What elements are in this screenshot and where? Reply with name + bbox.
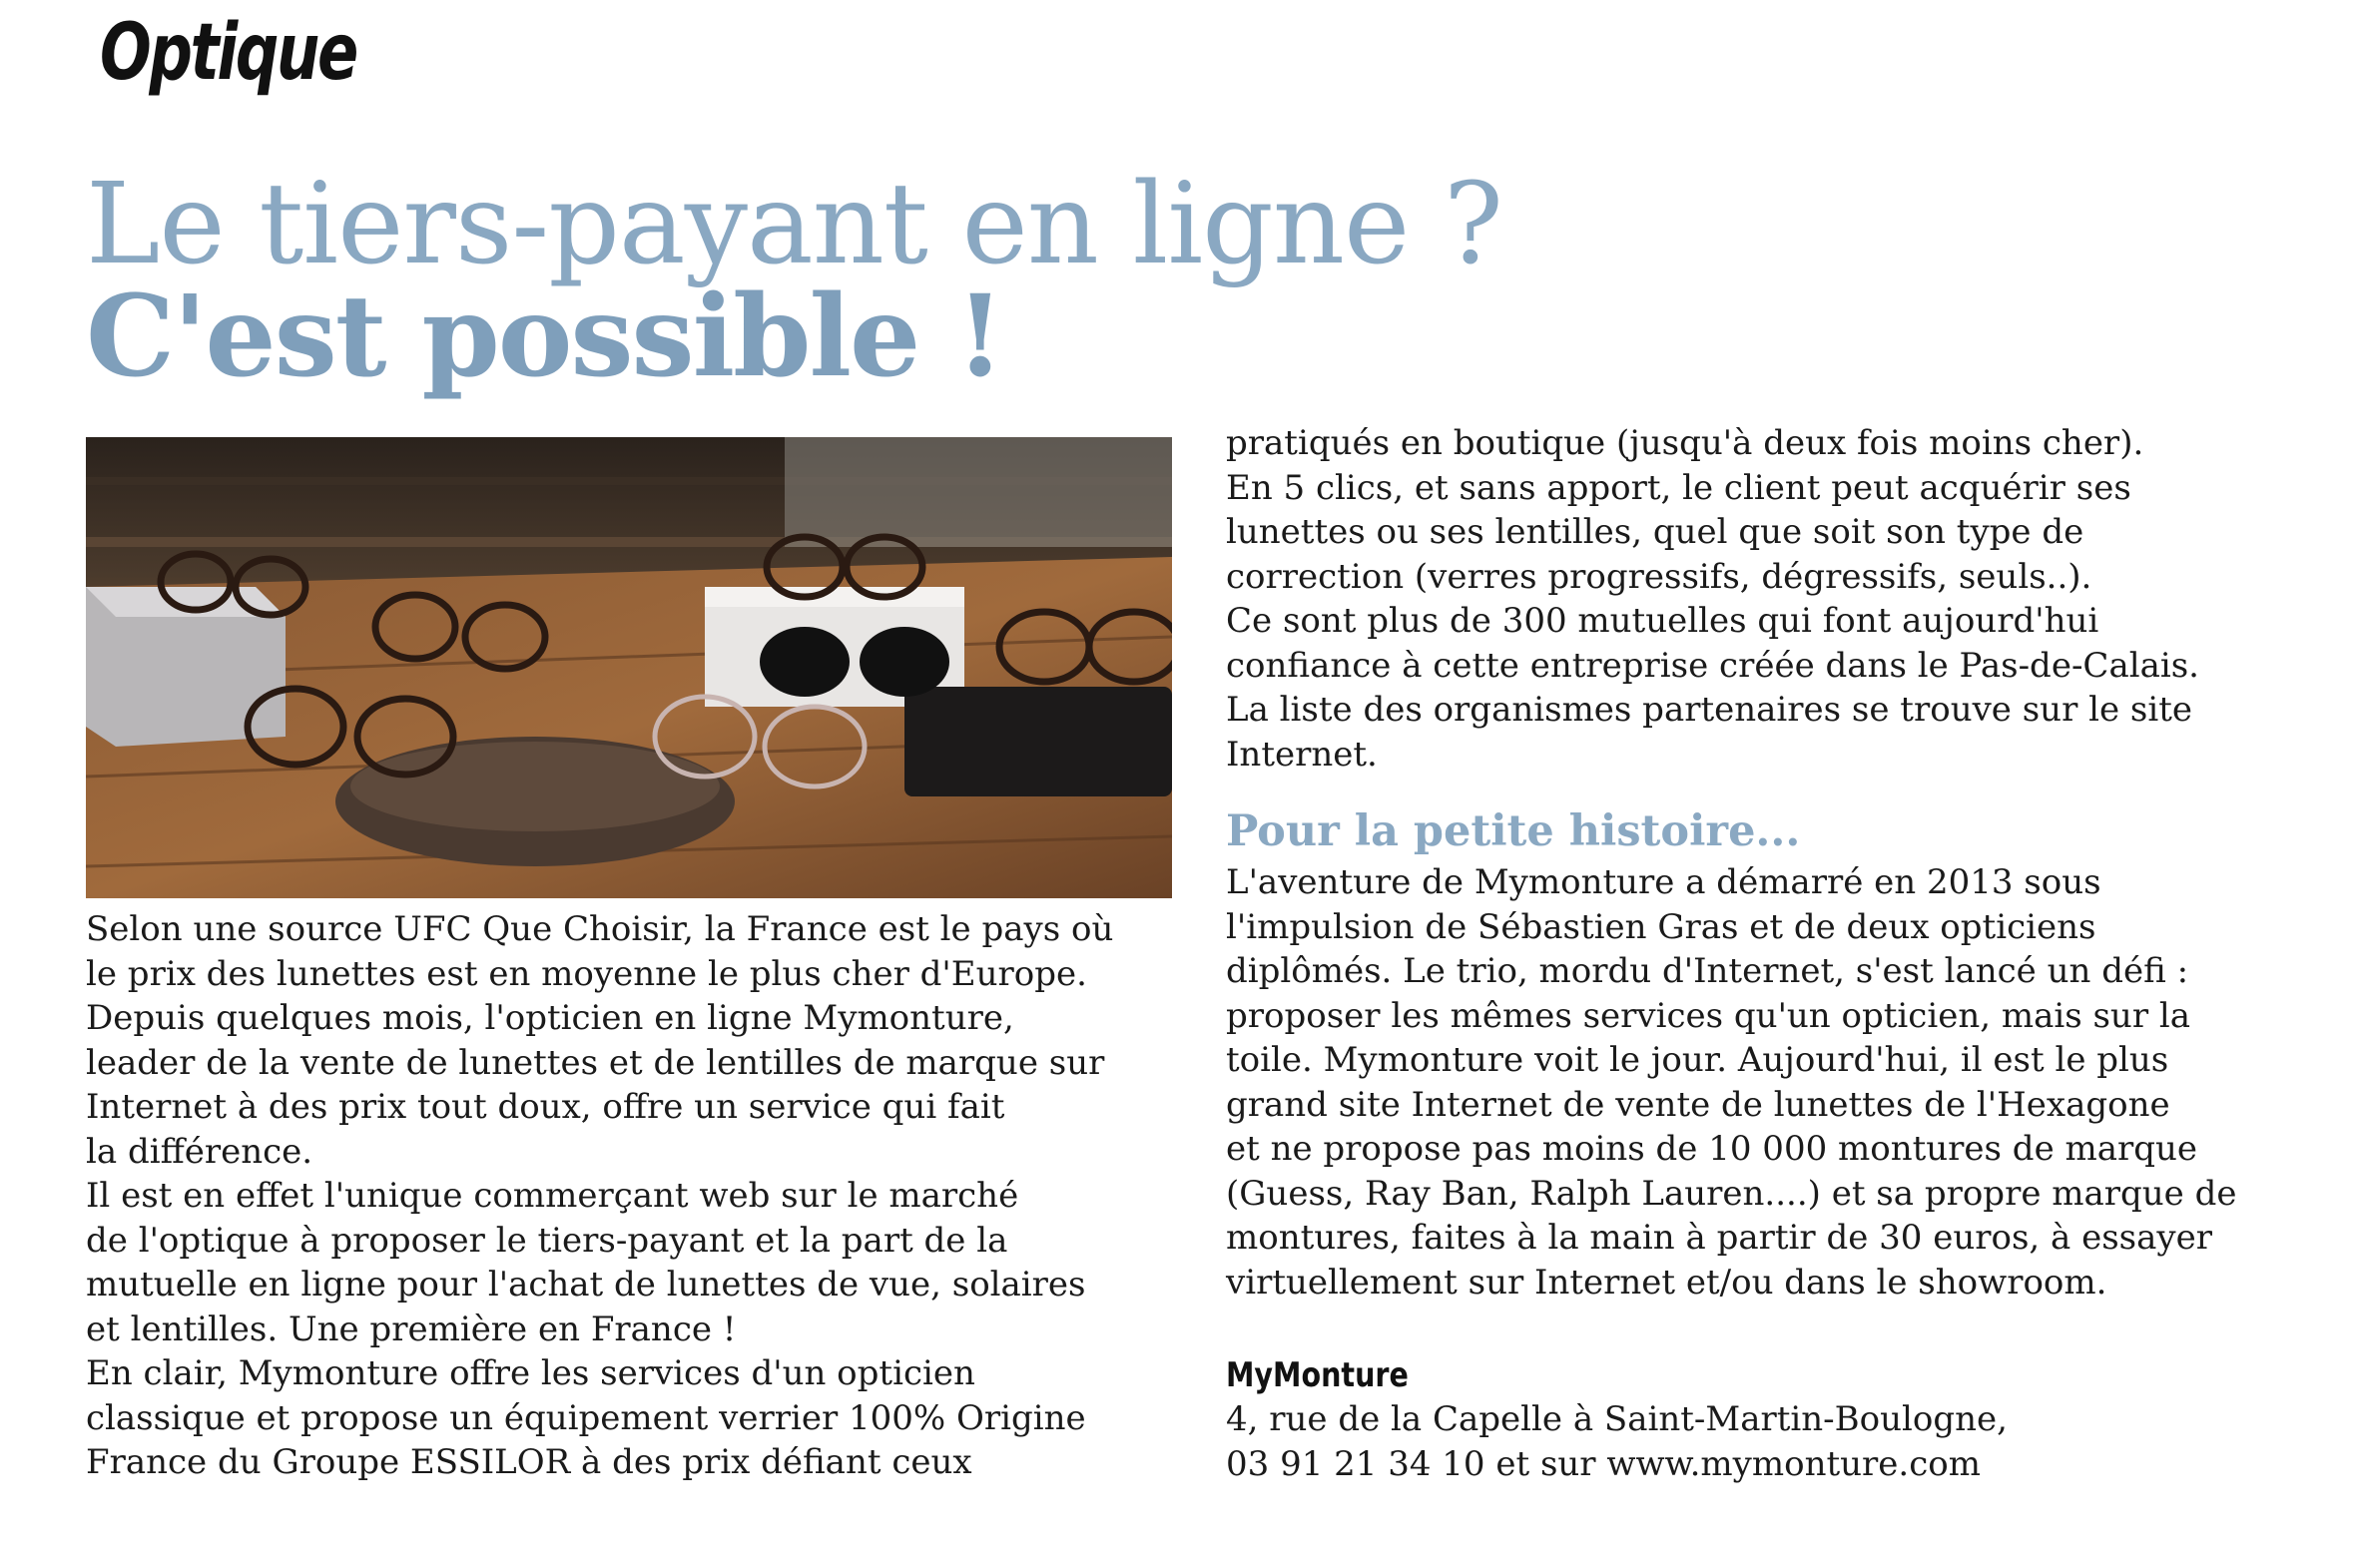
contact-info — [1226, 1397, 2008, 1486]
text-line: France du Groupe ESSILOR à des prix défiant ceux — [86, 1442, 972, 1482]
text-line: le prix des lunettes est en moyenne le plus cher d'Europe. — [86, 953, 1087, 994]
text-line: leader de la vente de lunettes et de lentilles de marque sur — [86, 1042, 1105, 1083]
text-line: toile. Mymonture voit le jour. Aujourd'hui, il est le plus — [1226, 1040, 2169, 1080]
text-line: confiance à cette entreprise créée dans le Pas-de-Calais. — [1226, 645, 2199, 686]
subheading: Pour la petite histoire... — [1226, 806, 1801, 856]
text-line: montures, faites à la main à partir de 30 euros, à essayer — [1226, 1218, 2212, 1258]
text-line: la différence. — [86, 1131, 313, 1172]
text-line: Internet à des prix tout doux, offre un service qui fait — [86, 1087, 1005, 1127]
text-line: En clair, Mymonture offre les services d'un opticien — [86, 1353, 975, 1393]
text-line: mutuelle en ligne pour l'achat de lunettes de vue, solaires — [86, 1265, 1086, 1305]
text-line: Ce sont plus de 300 mutuelles qui font aujourd'hui — [1226, 601, 2099, 641]
text-line: Il est en effet l'unique commerçant web sur le marché — [86, 1176, 1019, 1216]
contact-brand: MyMonture — [1226, 1355, 1409, 1395]
text-line: diplômés. Le trio, mordu d'Internet, s'est lancé un défi : — [1226, 951, 2189, 991]
section-label: Optique — [100, 8, 356, 98]
text-line: de l'optique à proposer le tiers-payant et la part de la — [86, 1220, 1008, 1261]
text-line: et ne propose pas moins de 10 000 montures de marque — [1226, 1129, 2198, 1169]
text-line: lunettes ou ses lentilles, quel que soit son type de — [1226, 512, 2084, 552]
text-line: grand site Internet de vente de lunettes de l'Hexagone — [1226, 1084, 2170, 1125]
text-line: La liste des organismes partenaires se trouve sur le site — [1226, 690, 2193, 730]
text-line: et lentilles. Une première en France ! — [86, 1308, 737, 1349]
text-line: Depuis quelques mois, l'opticien en ligne Mymonture, — [86, 998, 1014, 1038]
left-column-text — [86, 907, 1184, 1485]
right-column-text — [1226, 421, 2334, 777]
eyeglasses-photo — [86, 437, 1172, 898]
text-line: virtuellement sur Internet et/ou dans le showroom. — [1226, 1262, 2107, 1303]
text-line: proposer les mêmes services qu'un opticien, mais sur la — [1226, 995, 2191, 1036]
text-line: L'aventure de Mymonture a démarré en 2013 sous — [1226, 862, 2101, 902]
text-line: l'impulsion de Sébastien Gras et de deux opticiens — [1226, 906, 2096, 947]
text-line: En 5 clics, et sans apport, le client peut acquérir ses — [1226, 467, 2131, 508]
text-line: Selon une source UFC Que Choisir, la France est le pays où — [86, 909, 1114, 949]
headline-line-2: C'est possible ! — [86, 271, 1003, 402]
text-line: pratiqués en boutique (jusqu'à deux fois moins cher). — [1226, 423, 2144, 463]
text-line: correction (verres progressifs, dégressifs, seuls..). — [1226, 556, 2092, 597]
text-line: (Guess, Ray Ban, Ralph Lauren....) et sa propre marque de — [1226, 1173, 2237, 1214]
text-line: Internet. — [1226, 734, 1378, 775]
headline-line-1: Le tiers-payant en ligne ? — [86, 160, 1502, 289]
story-text — [1226, 860, 2237, 1305]
text-line: classique et propose un équipement verrier 100% Origine — [86, 1397, 1086, 1438]
contact-phone-website: 03 91 21 34 10 et sur www.mymonture.com — [1226, 1443, 1981, 1484]
contact-address: 4, rue de la Capelle à Saint-Martin-Boulogne, — [1226, 1399, 2008, 1439]
